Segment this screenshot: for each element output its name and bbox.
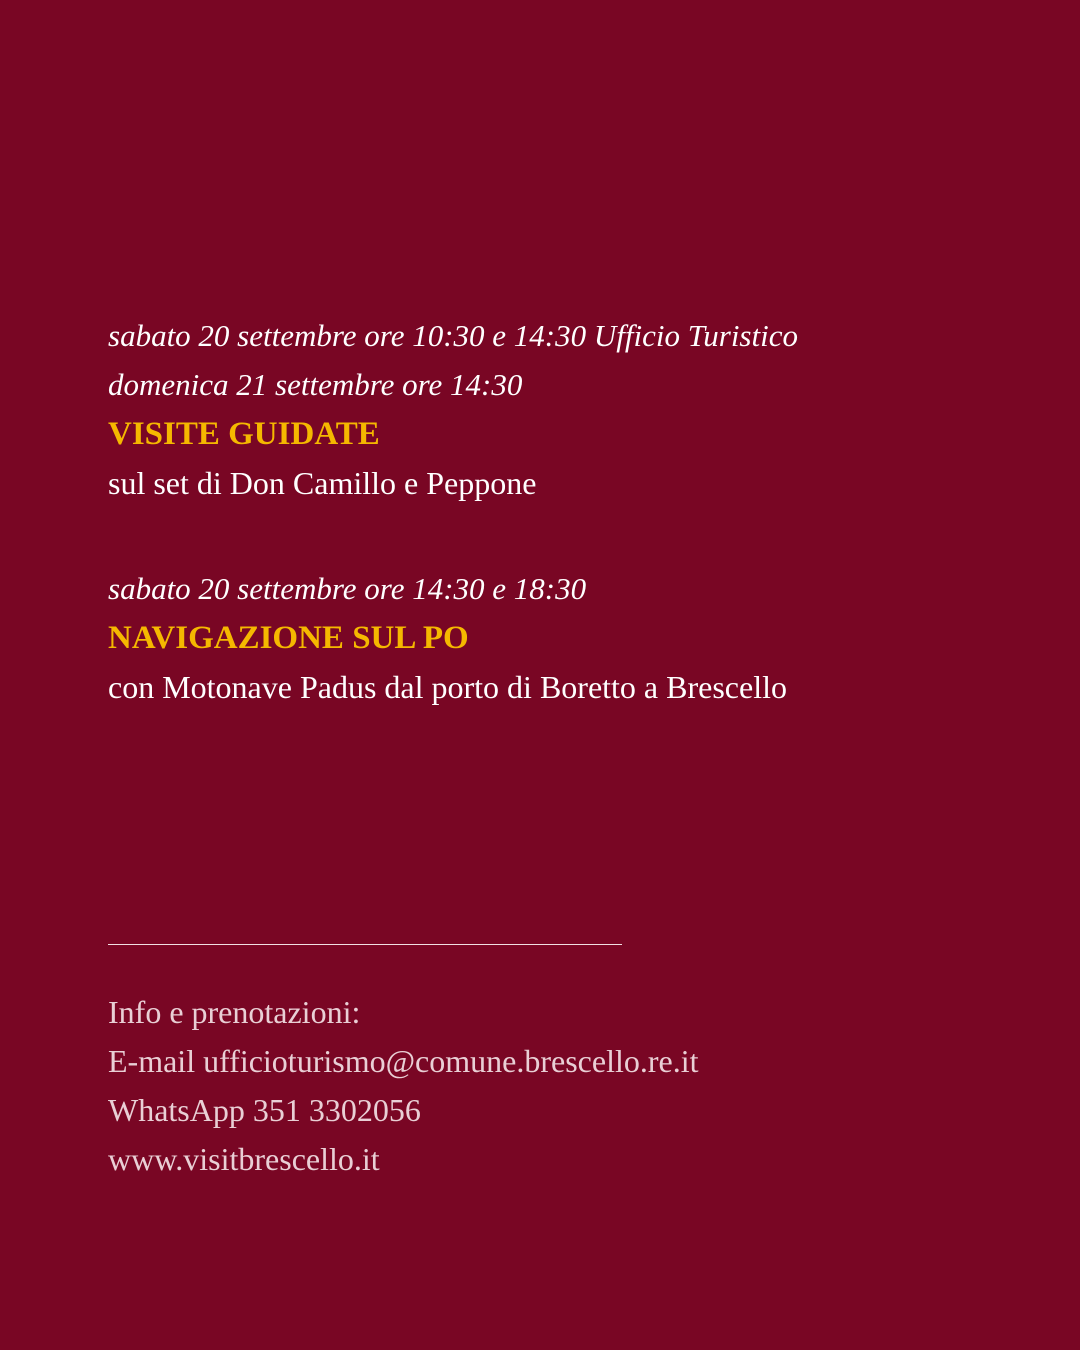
- info-email[interactable]: E-mail ufficioturismo@comune.brescello.re.it: [108, 1043, 699, 1079]
- section-divider: [108, 944, 622, 945]
- event-1-date-line-1: sabato 20 settembre ore 10:30 e 14:30 Ufficio Turistico: [108, 318, 798, 353]
- info-heading: Info e prenotazioni:: [108, 994, 361, 1030]
- event-2-title: NAVIGAZIONE SUL PO: [108, 620, 469, 656]
- event-1-description: sul set di Don Camillo e Peppone: [108, 465, 537, 501]
- event-2-date-line-1: sabato 20 settembre ore 14:30 e 18:30: [108, 571, 587, 606]
- info-whatsapp[interactable]: WhatsApp 351 3302056: [108, 1092, 421, 1128]
- info-website-link[interactable]: www.visitbrescello.it: [108, 1141, 380, 1177]
- event-1-date-line-2: domenica 21 settembre ore 14:30: [108, 367, 523, 402]
- event-2-description: con Motonave Padus dal porto di Boretto a Brescello: [108, 669, 787, 705]
- event-1-title: VISITE GUIDATE: [108, 416, 380, 452]
